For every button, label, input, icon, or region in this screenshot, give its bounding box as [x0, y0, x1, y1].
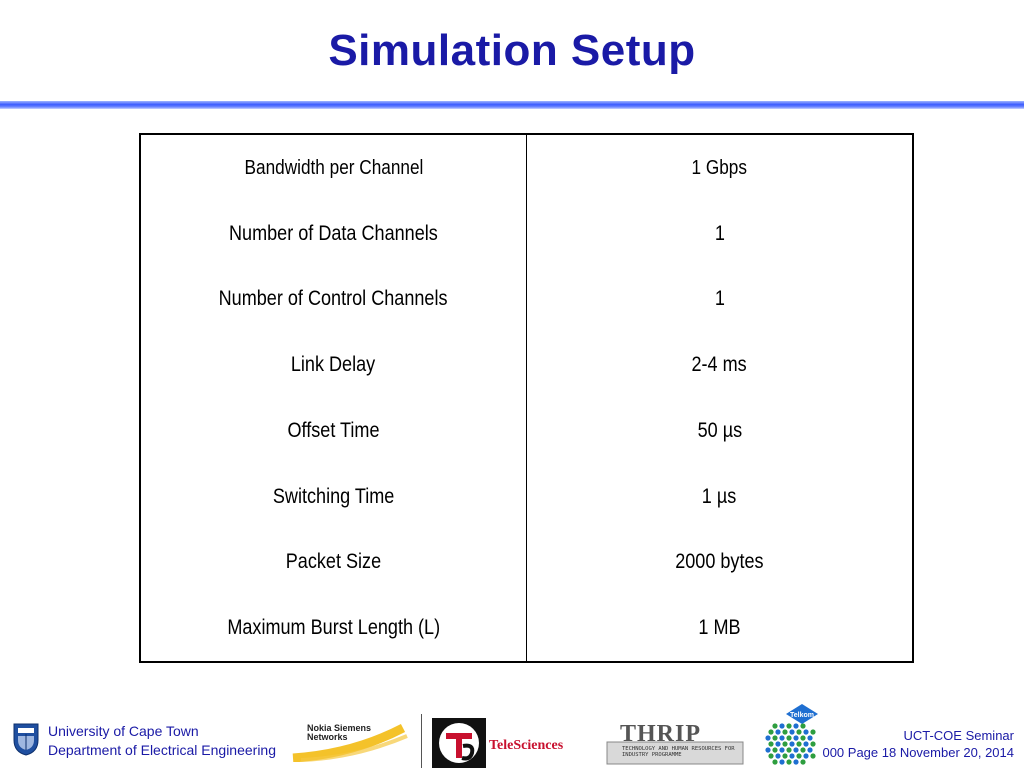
telkom-dot — [786, 759, 791, 764]
parameter-cell — [141, 530, 527, 596]
parameter-value: 50 µs — [697, 418, 742, 442]
department-name: Department of Electrical Engineering — [48, 742, 277, 758]
parameter-label: Number of Control Channels — [219, 287, 448, 311]
title-underline — [0, 101, 1024, 109]
telkom-dot — [800, 735, 805, 740]
telkom-dot — [768, 729, 773, 734]
parameter-cell — [141, 267, 527, 333]
telkom-dot — [772, 759, 777, 764]
telesciences-logo-text: TeleSciences — [489, 738, 564, 753]
parameter-value: 1 — [714, 221, 725, 245]
telkom-dot — [782, 741, 787, 746]
value-cell — [527, 267, 913, 333]
telkom-dot — [800, 759, 805, 764]
parameter-cell — [141, 332, 527, 398]
telkom-dot — [796, 753, 801, 758]
telkom-dot — [786, 747, 791, 752]
telkom-dot — [775, 729, 780, 734]
table-row — [141, 201, 912, 267]
telkom-dot — [775, 753, 780, 758]
telkom-dot — [800, 747, 805, 752]
telkom-dot — [772, 723, 777, 728]
parameter-cell — [141, 464, 527, 530]
university-name: University of Cape Town — [48, 723, 199, 739]
telkom-dot — [779, 747, 784, 752]
telkom-dot — [789, 729, 794, 734]
telkom-dot — [789, 741, 794, 746]
telkom-dot — [807, 735, 812, 740]
thrip-logo-text: THRIP — [620, 721, 702, 747]
logo-divider — [421, 714, 422, 768]
telkom-dot — [810, 741, 815, 746]
parameter-label: Packet Size — [285, 550, 382, 574]
table-row — [141, 398, 912, 464]
telkom-dot — [800, 723, 805, 728]
telkom-dot — [779, 735, 784, 740]
parameter-value: 1 Gbps — [691, 156, 748, 179]
value-cell — [527, 332, 913, 398]
value-cell — [527, 135, 913, 201]
telkom-dot — [782, 729, 787, 734]
telkom-dot — [765, 735, 770, 740]
seminar-info — [822, 727, 1014, 761]
uct-affiliation — [48, 722, 276, 760]
telkom-dot — [803, 741, 808, 746]
telkom-dot — [779, 723, 784, 728]
parameter-label: Link Delay — [291, 353, 376, 377]
parameter-value: 1 µs — [702, 484, 737, 508]
telkom-dot — [807, 747, 812, 752]
table-row — [141, 135, 912, 201]
telkom-dot — [793, 747, 798, 752]
parameter-cell — [141, 135, 527, 201]
telkom-dot — [810, 753, 815, 758]
parameter-label: Switching Time — [272, 484, 395, 508]
uct-crest-icon — [12, 722, 40, 756]
telkom-dot — [786, 735, 791, 740]
telkom-dot — [789, 753, 794, 758]
parameter-value: 2-4 ms — [691, 353, 748, 377]
telkom-dot — [796, 729, 801, 734]
telkom-dot — [772, 747, 777, 752]
parameter-cell — [141, 595, 527, 661]
parameter-label: Bandwidth per Channel — [244, 156, 423, 179]
table-row — [141, 595, 912, 661]
table-row — [141, 332, 912, 398]
telkom-dot — [793, 723, 798, 728]
value-cell — [527, 398, 913, 464]
telkom-dot — [796, 741, 801, 746]
telkom-dot — [775, 741, 780, 746]
parameter-cell — [141, 201, 527, 267]
parameter-value: 1 — [714, 287, 725, 311]
telkom-dot — [772, 735, 777, 740]
thrip-logo-subtext: TECHNOLOGY AND HUMAN RESOURCES FOR INDUSTRY PROGRAMME — [622, 746, 735, 758]
value-cell — [527, 201, 913, 267]
parameter-label: Offset Time — [287, 418, 380, 442]
telkom-logo-text: Telkom — [790, 712, 814, 719]
parameter-label: Number of Data Channels — [229, 221, 438, 245]
parameter-label: Maximum Burst Length (L) — [227, 616, 440, 640]
telkom-dot — [782, 753, 787, 758]
telkom-dot — [810, 729, 815, 734]
nsn-logo-text: Nokia Siemens Networks — [307, 723, 372, 742]
parameter-value: 2000 bytes — [675, 550, 764, 574]
table-row — [141, 530, 912, 596]
parameters-table — [139, 133, 914, 663]
seminar-date-page: 000 Page 18 November 20, 2014 — [822, 745, 1014, 760]
telkom-dot — [793, 735, 798, 740]
value-cell — [527, 530, 913, 596]
parameter-cell — [141, 398, 527, 464]
table-row — [141, 464, 912, 530]
parameter-value: 1 MB — [698, 616, 741, 640]
telesciences-logo-icon — [432, 718, 486, 768]
value-cell — [527, 464, 913, 530]
telkom-dot — [768, 741, 773, 746]
table-row — [141, 267, 912, 333]
telkom-dot — [803, 753, 808, 758]
telkom-dot — [793, 759, 798, 764]
telkom-dot — [765, 747, 770, 752]
telkom-dot — [803, 729, 808, 734]
slide-title: Simulation Setup — [328, 26, 696, 75]
telkom-dot — [768, 753, 773, 758]
seminar-title: UCT-COE Seminar — [903, 728, 1014, 743]
telkom-dot — [786, 723, 791, 728]
footer — [0, 700, 1024, 768]
telkom-dot — [779, 759, 784, 764]
telkom-logo-icon — [760, 700, 826, 768]
value-cell — [527, 595, 913, 661]
